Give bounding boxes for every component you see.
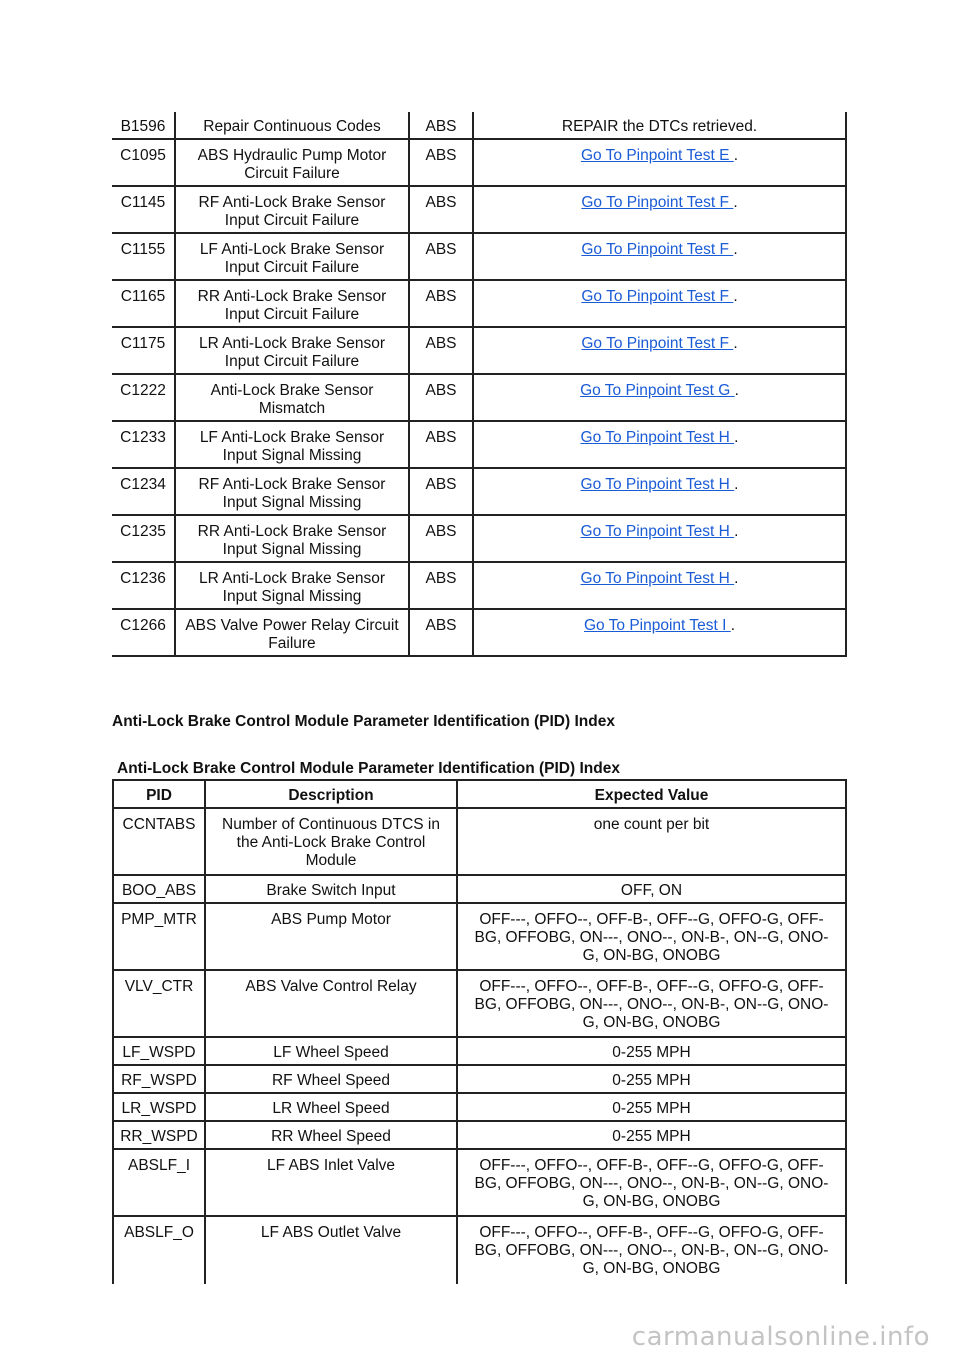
dtc-code: C1175 — [112, 327, 175, 374]
dtc-module: ABS — [409, 468, 473, 515]
pinpoint-test-link[interactable]: Go To Pinpoint Test F — [581, 288, 734, 305]
pid-description: ABS Pump Motor — [205, 903, 457, 970]
pid-expected-value: OFF---, OFFO--, OFF-B-, OFF--G, OFFO-G, OFF-BG, OFFOBG, ON---, ONO--, ON-B-, ON--G, ONO-G, ON-BG, ONOBG — [457, 1216, 846, 1284]
dtc-row — [112, 280, 846, 327]
link-suffix: . — [733, 194, 738, 211]
pid-expected-value: 0-255 MPH — [457, 1065, 846, 1093]
link-suffix: . — [734, 570, 739, 587]
pid-code: LR_WSPD — [113, 1093, 205, 1121]
dtc-code: C1236 — [112, 562, 175, 609]
dtc-action — [473, 139, 846, 186]
dtc-action — [473, 233, 846, 280]
pinpoint-test-link[interactable]: Go To Pinpoint Test E — [580, 147, 734, 164]
dtc-module: ABS — [409, 374, 473, 421]
pid-row — [113, 970, 846, 1037]
dtc-description: LR Anti-Lock Brake Sensor Input Signal Missing — [175, 562, 409, 609]
pid-section-heading: Anti-Lock Brake Control Module Parameter Identification (PID) Index — [112, 713, 615, 730]
link-suffix: . — [734, 476, 739, 493]
dtc-row — [112, 468, 846, 515]
pid-expected-value: one count per bit — [457, 808, 846, 875]
dtc-code: B1596 — [112, 112, 175, 139]
dtc-module: ABS — [409, 280, 473, 327]
dtc-action — [473, 562, 846, 609]
pinpoint-test-link[interactable]: Go To Pinpoint Test H — [580, 570, 735, 587]
dtc-row — [112, 421, 846, 468]
pid-expected-value: 0-255 MPH — [457, 1037, 846, 1065]
dtc-row — [112, 562, 846, 609]
dtc-action — [473, 374, 846, 421]
dtc-description: ABS Hydraulic Pump Motor Circuit Failure — [175, 139, 409, 186]
dtc-description: ABS Valve Power Relay Circuit Failure — [175, 609, 409, 656]
pid-code: ABSLF_I — [113, 1149, 205, 1216]
dtc-description: RR Anti-Lock Brake Sensor Input Signal Missing — [175, 515, 409, 562]
dtc-action: REPAIR the DTCs retrieved. — [473, 112, 846, 139]
link-suffix: . — [733, 147, 739, 164]
dtc-action — [473, 468, 846, 515]
pinpoint-test-link[interactable]: Go To Pinpoint Test F — [581, 335, 734, 352]
pid-code: PMP_MTR — [113, 903, 205, 970]
pid-code: CCNTABS — [113, 808, 205, 875]
pid-table-header-row — [113, 780, 846, 808]
pid-description: Brake Switch Input — [205, 875, 457, 903]
dtc-module: ABS — [409, 186, 473, 233]
dtc-code: C1234 — [112, 468, 175, 515]
dtc-description: RF Anti-Lock Brake Sensor Input Signal Missing — [175, 468, 409, 515]
pid-table — [112, 779, 847, 1284]
pid-description: LF ABS Inlet Valve — [205, 1149, 457, 1216]
dtc-description: LF Anti-Lock Brake Sensor Input Signal Missing — [175, 421, 409, 468]
dtc-module: ABS — [409, 562, 473, 609]
pid-expected-value: 0-255 MPH — [457, 1093, 846, 1121]
pid-description: LF ABS Outlet Valve — [205, 1216, 457, 1284]
dtc-description: RF Anti-Lock Brake Sensor Input Circuit Failure — [175, 186, 409, 233]
pid-description: Number of Continuous DTCS in the Anti-Lock Brake Control Module — [205, 808, 457, 875]
dtc-row — [112, 327, 846, 374]
pid-code: ABSLF_O — [113, 1216, 205, 1284]
pinpoint-test-link[interactable]: Go To Pinpoint Test F — [581, 241, 734, 258]
dtc-action — [473, 515, 846, 562]
pid-description: RF Wheel Speed — [205, 1065, 457, 1093]
pid-description: LR Wheel Speed — [205, 1093, 457, 1121]
dtc-code: C1233 — [112, 421, 175, 468]
pid-row — [113, 1093, 846, 1121]
column-header-pid: PID — [113, 780, 205, 808]
dtc-action — [473, 609, 846, 656]
dtc-row — [112, 139, 846, 186]
link-suffix: . — [733, 288, 738, 305]
dtc-action — [473, 327, 846, 374]
dtc-code: C1266 — [112, 609, 175, 656]
pid-description: RR Wheel Speed — [205, 1121, 457, 1149]
link-suffix: . — [730, 617, 736, 634]
pinpoint-test-link[interactable]: Go To Pinpoint Test H — [580, 476, 735, 493]
dtc-description: RR Anti-Lock Brake Sensor Input Circuit Failure — [175, 280, 409, 327]
dtc-row — [112, 186, 846, 233]
pid-table-caption: Anti-Lock Brake Control Module Parameter Identification (PID) Index — [117, 760, 620, 777]
pid-row — [113, 1216, 846, 1284]
dtc-row — [112, 609, 846, 656]
dtc-row — [112, 233, 846, 280]
pid-row — [113, 903, 846, 970]
pinpoint-test-link[interactable]: Go To Pinpoint Test H — [580, 429, 735, 446]
column-header-description: Description — [205, 780, 457, 808]
dtc-action — [473, 186, 846, 233]
dtc-description: Anti-Lock Brake Sensor Mismatch — [175, 374, 409, 421]
pid-row — [113, 1037, 846, 1065]
dtc-code: C1095 — [112, 139, 175, 186]
pid-row — [113, 875, 846, 903]
link-suffix: . — [734, 429, 739, 446]
link-suffix: . — [734, 382, 739, 399]
dtc-code: C1222 — [112, 374, 175, 421]
pid-row — [113, 1065, 846, 1093]
pinpoint-test-link[interactable]: Go To Pinpoint Test G — [580, 382, 735, 399]
pid-row — [113, 1121, 846, 1149]
pid-code: LF_WSPD — [113, 1037, 205, 1065]
pid-expected-value: 0-255 MPH — [457, 1121, 846, 1149]
pid-code: VLV_CTR — [113, 970, 205, 1037]
pid-code: RF_WSPD — [113, 1065, 205, 1093]
pid-expected-value: OFF---, OFFO--, OFF-B-, OFF--G, OFFO-G, OFF-BG, OFFOBG, ON---, ONO--, ON-B-, ON--G, ONO-G, ON-BG, ONOBG — [457, 970, 846, 1037]
dtc-action — [473, 421, 846, 468]
dtc-row — [112, 374, 846, 421]
dtc-code: C1235 — [112, 515, 175, 562]
dtc-row — [112, 515, 846, 562]
dtc-action — [473, 280, 846, 327]
dtc-description: LR Anti-Lock Brake Sensor Input Circuit Failure — [175, 327, 409, 374]
link-suffix: . — [734, 523, 739, 540]
link-suffix: . — [733, 335, 738, 352]
dtc-module: ABS — [409, 421, 473, 468]
dtc-row — [112, 112, 846, 139]
dtc-table — [112, 112, 847, 657]
pinpoint-test-link[interactable]: Go To Pinpoint Test H — [580, 523, 735, 540]
pid-row — [113, 1149, 846, 1216]
dtc-module: ABS — [409, 139, 473, 186]
pid-code: RR_WSPD — [113, 1121, 205, 1149]
pid-expected-value: OFF, ON — [457, 875, 846, 903]
pid-description: ABS Valve Control Relay — [205, 970, 457, 1037]
dtc-module: ABS — [409, 609, 473, 656]
dtc-module: ABS — [409, 112, 473, 139]
dtc-module: ABS — [409, 515, 473, 562]
dtc-code: C1145 — [112, 186, 175, 233]
dtc-description: LF Anti-Lock Brake Sensor Input Circuit Failure — [175, 233, 409, 280]
dtc-module: ABS — [409, 327, 473, 374]
dtc-module: ABS — [409, 233, 473, 280]
pinpoint-test-link[interactable]: Go To Pinpoint Test F — [581, 194, 734, 211]
dtc-code: C1155 — [112, 233, 175, 280]
column-header-expected-value: Expected Value — [457, 780, 846, 808]
pid-row — [113, 808, 846, 875]
dtc-code: C1165 — [112, 280, 175, 327]
pid-expected-value: OFF---, OFFO--, OFF-B-, OFF--G, OFFO-G, OFF-BG, OFFOBG, ON---, ONO--, ON-B-, ON--G, ONO-G, ON-BG, ONOBG — [457, 903, 846, 970]
pinpoint-test-link[interactable]: Go To Pinpoint Test I — [583, 617, 731, 634]
watermark: carmanualsonline.info — [631, 1322, 930, 1352]
dtc-description: Repair Continuous Codes — [175, 112, 409, 139]
pid-code: BOO_ABS — [113, 875, 205, 903]
link-suffix: . — [733, 241, 738, 258]
pid-expected-value: OFF---, OFFO--, OFF-B-, OFF--G, OFFO-G, OFF-BG, OFFOBG, ON---, ONO--, ON-B-, ON--G, ONO-G, ON-BG, ONOBG — [457, 1149, 846, 1216]
pid-description: LF Wheel Speed — [205, 1037, 457, 1065]
